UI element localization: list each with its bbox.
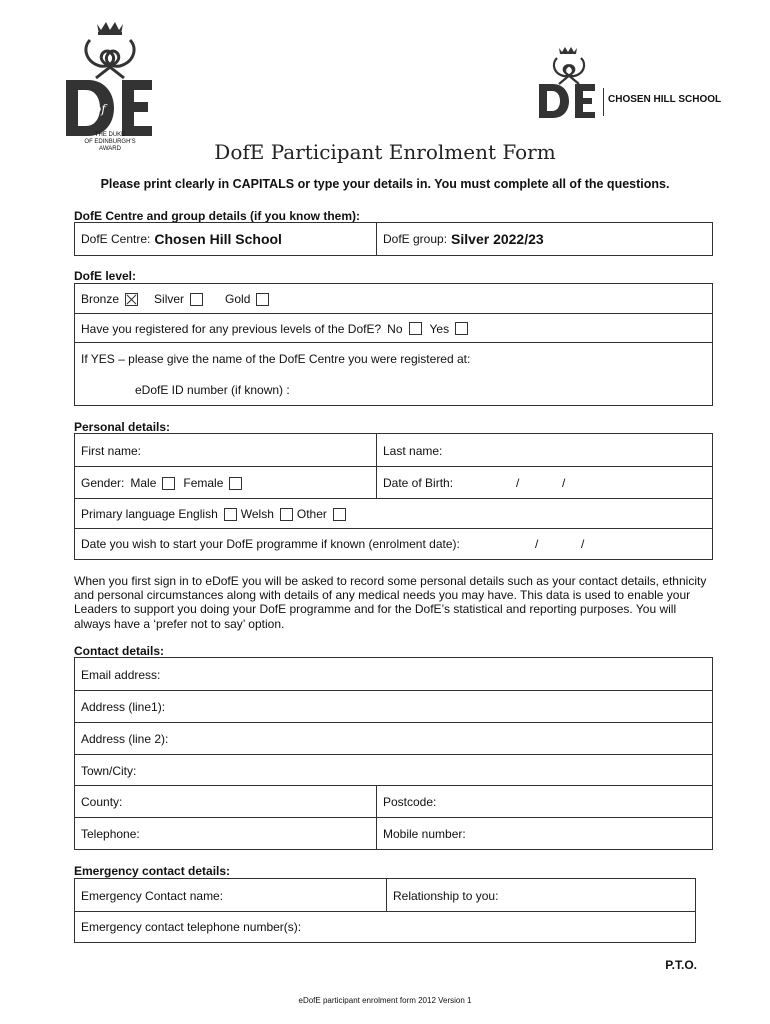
svg-text:of: of [94,102,106,116]
female-label: Female [183,476,224,490]
female-checkbox[interactable] [229,477,242,490]
level-box [74,283,713,406]
edofe-id-label: eDofE ID number (if known) : [135,383,290,397]
group-value: Silver 2022/23 [451,231,544,247]
mobile-label: Mobile number: [383,826,466,841]
address1-field[interactable] [75,691,712,723]
previous-levels-question: Have you registered for any previous levels of the DofE? [81,321,382,336]
first-name-field[interactable] [75,434,376,467]
relationship-label: Relationship to you: [393,888,499,903]
gender-label: Gender: [81,476,125,490]
if-yes-label: If YES – please give the name of the DofE Centre you were registered at: [81,352,471,366]
chosen-hill-logo [535,44,720,120]
yes-label: Yes [429,321,450,336]
gold-checkbox[interactable] [256,293,269,306]
emergency-box [74,878,696,943]
dob-field[interactable] [376,467,712,499]
contact-section-label: Contact details: [74,644,165,658]
group-label: DofE group: [383,232,448,246]
male-label: Male [130,476,157,490]
personal-section-label: Personal details: [74,420,171,434]
mobile-field[interactable] [376,818,712,849]
dob-slash: / [562,476,566,490]
no-label: No [387,321,403,336]
silver-checkbox[interactable] [190,293,203,306]
dob-label: Date of Birth: [383,476,454,490]
gold-label: Gold [225,292,251,306]
dob-slash: / [516,476,520,490]
page-title: DofE Participant Enrolment Form [214,140,556,164]
no-checkbox[interactable] [409,322,422,335]
county-label: County: [81,795,123,809]
start-date-label: Date you wish to start your DofE programme if known (enrolment date): [81,537,460,551]
pto-label: P.T.O. [665,958,697,972]
centre-section-label: DofE Centre and group details (if you know them): [74,209,361,223]
instruction-text: Please print clearly in CAPITALS or type your details in. You must complete all of the questions. [100,177,670,191]
town-label: Town/City: [81,763,137,778]
logo-text-line: AWARD [99,146,121,152]
logo-text-line: OF EDINBURGH'S [84,139,136,145]
silver-label: Silver [154,292,185,306]
telephone-field[interactable] [75,818,376,849]
telephone-label: Telephone: [81,826,140,841]
emergency-phone-field[interactable] [75,912,695,942]
welsh-checkbox[interactable] [280,508,293,521]
address1-label: Address (line1): [81,700,166,714]
emergency-section-label: Emergency contact details: [74,864,231,878]
bronze-checkbox[interactable] [125,293,138,306]
bronze-label: Bronze [81,292,120,306]
footer-text: eDofE participant enrolment form 2012 Version 1 [298,996,472,1005]
first-name-label: First name: [81,443,142,458]
english-checkbox[interactable] [224,508,237,521]
address2-label: Address (line 2): [81,732,169,746]
start-date-slash: / [535,537,539,551]
postcode-field[interactable] [376,786,712,818]
male-checkbox[interactable] [162,477,175,490]
other-label: Other [296,507,327,521]
centre-field[interactable] [75,223,376,255]
last-name-field[interactable] [376,434,712,467]
emergency-name-field[interactable] [75,879,386,912]
personal-box [74,433,713,560]
previous-centre-field[interactable] [75,342,712,405]
relationship-field[interactable] [386,879,695,912]
centre-box [74,222,713,256]
address2-field[interactable] [75,723,712,755]
start-date-slash: / [581,537,585,551]
other-checkbox[interactable] [333,508,346,521]
county-field[interactable] [75,786,376,818]
emergency-phone-label: Emergency contact telephone number(s): [81,920,302,934]
group-field[interactable] [376,223,712,255]
last-name-label: Last name: [383,443,443,458]
centre-label: DofE Centre: [81,232,151,246]
start-date-field[interactable] [75,528,712,559]
emergency-name-label: Emergency Contact name: [81,888,224,903]
info-paragraph: When you first sign in to eDofE you will be asked to record some personal details such as your contact details, ethnicity and personal circumstances along with details of any medical needs you may have. This data is used to enable your Leaders to support you doing your DofE programme and for the DofE’s statistical and reporting purposes. You will always have a ‘prefer not to say’ option. [74,574,707,631]
logo-text-line: THE DUKE [94,132,126,138]
contact-box [74,657,713,850]
centre-value: Chosen Hill School [154,231,282,247]
welsh-label: Welsh [240,507,274,521]
postcode-label: Postcode: [383,795,437,809]
email-label: Email address: [81,667,161,682]
dofe-crest-small-icon [535,44,605,120]
yes-checkbox[interactable] [455,322,468,335]
school-name: CHOSEN HILL SCHOOL [608,94,722,105]
language-english-label: Primary language English [81,507,218,521]
email-field[interactable] [75,658,712,691]
dofe-logo [60,18,160,158]
level-section-label: DofE level: [74,269,137,283]
town-field[interactable] [75,755,712,786]
